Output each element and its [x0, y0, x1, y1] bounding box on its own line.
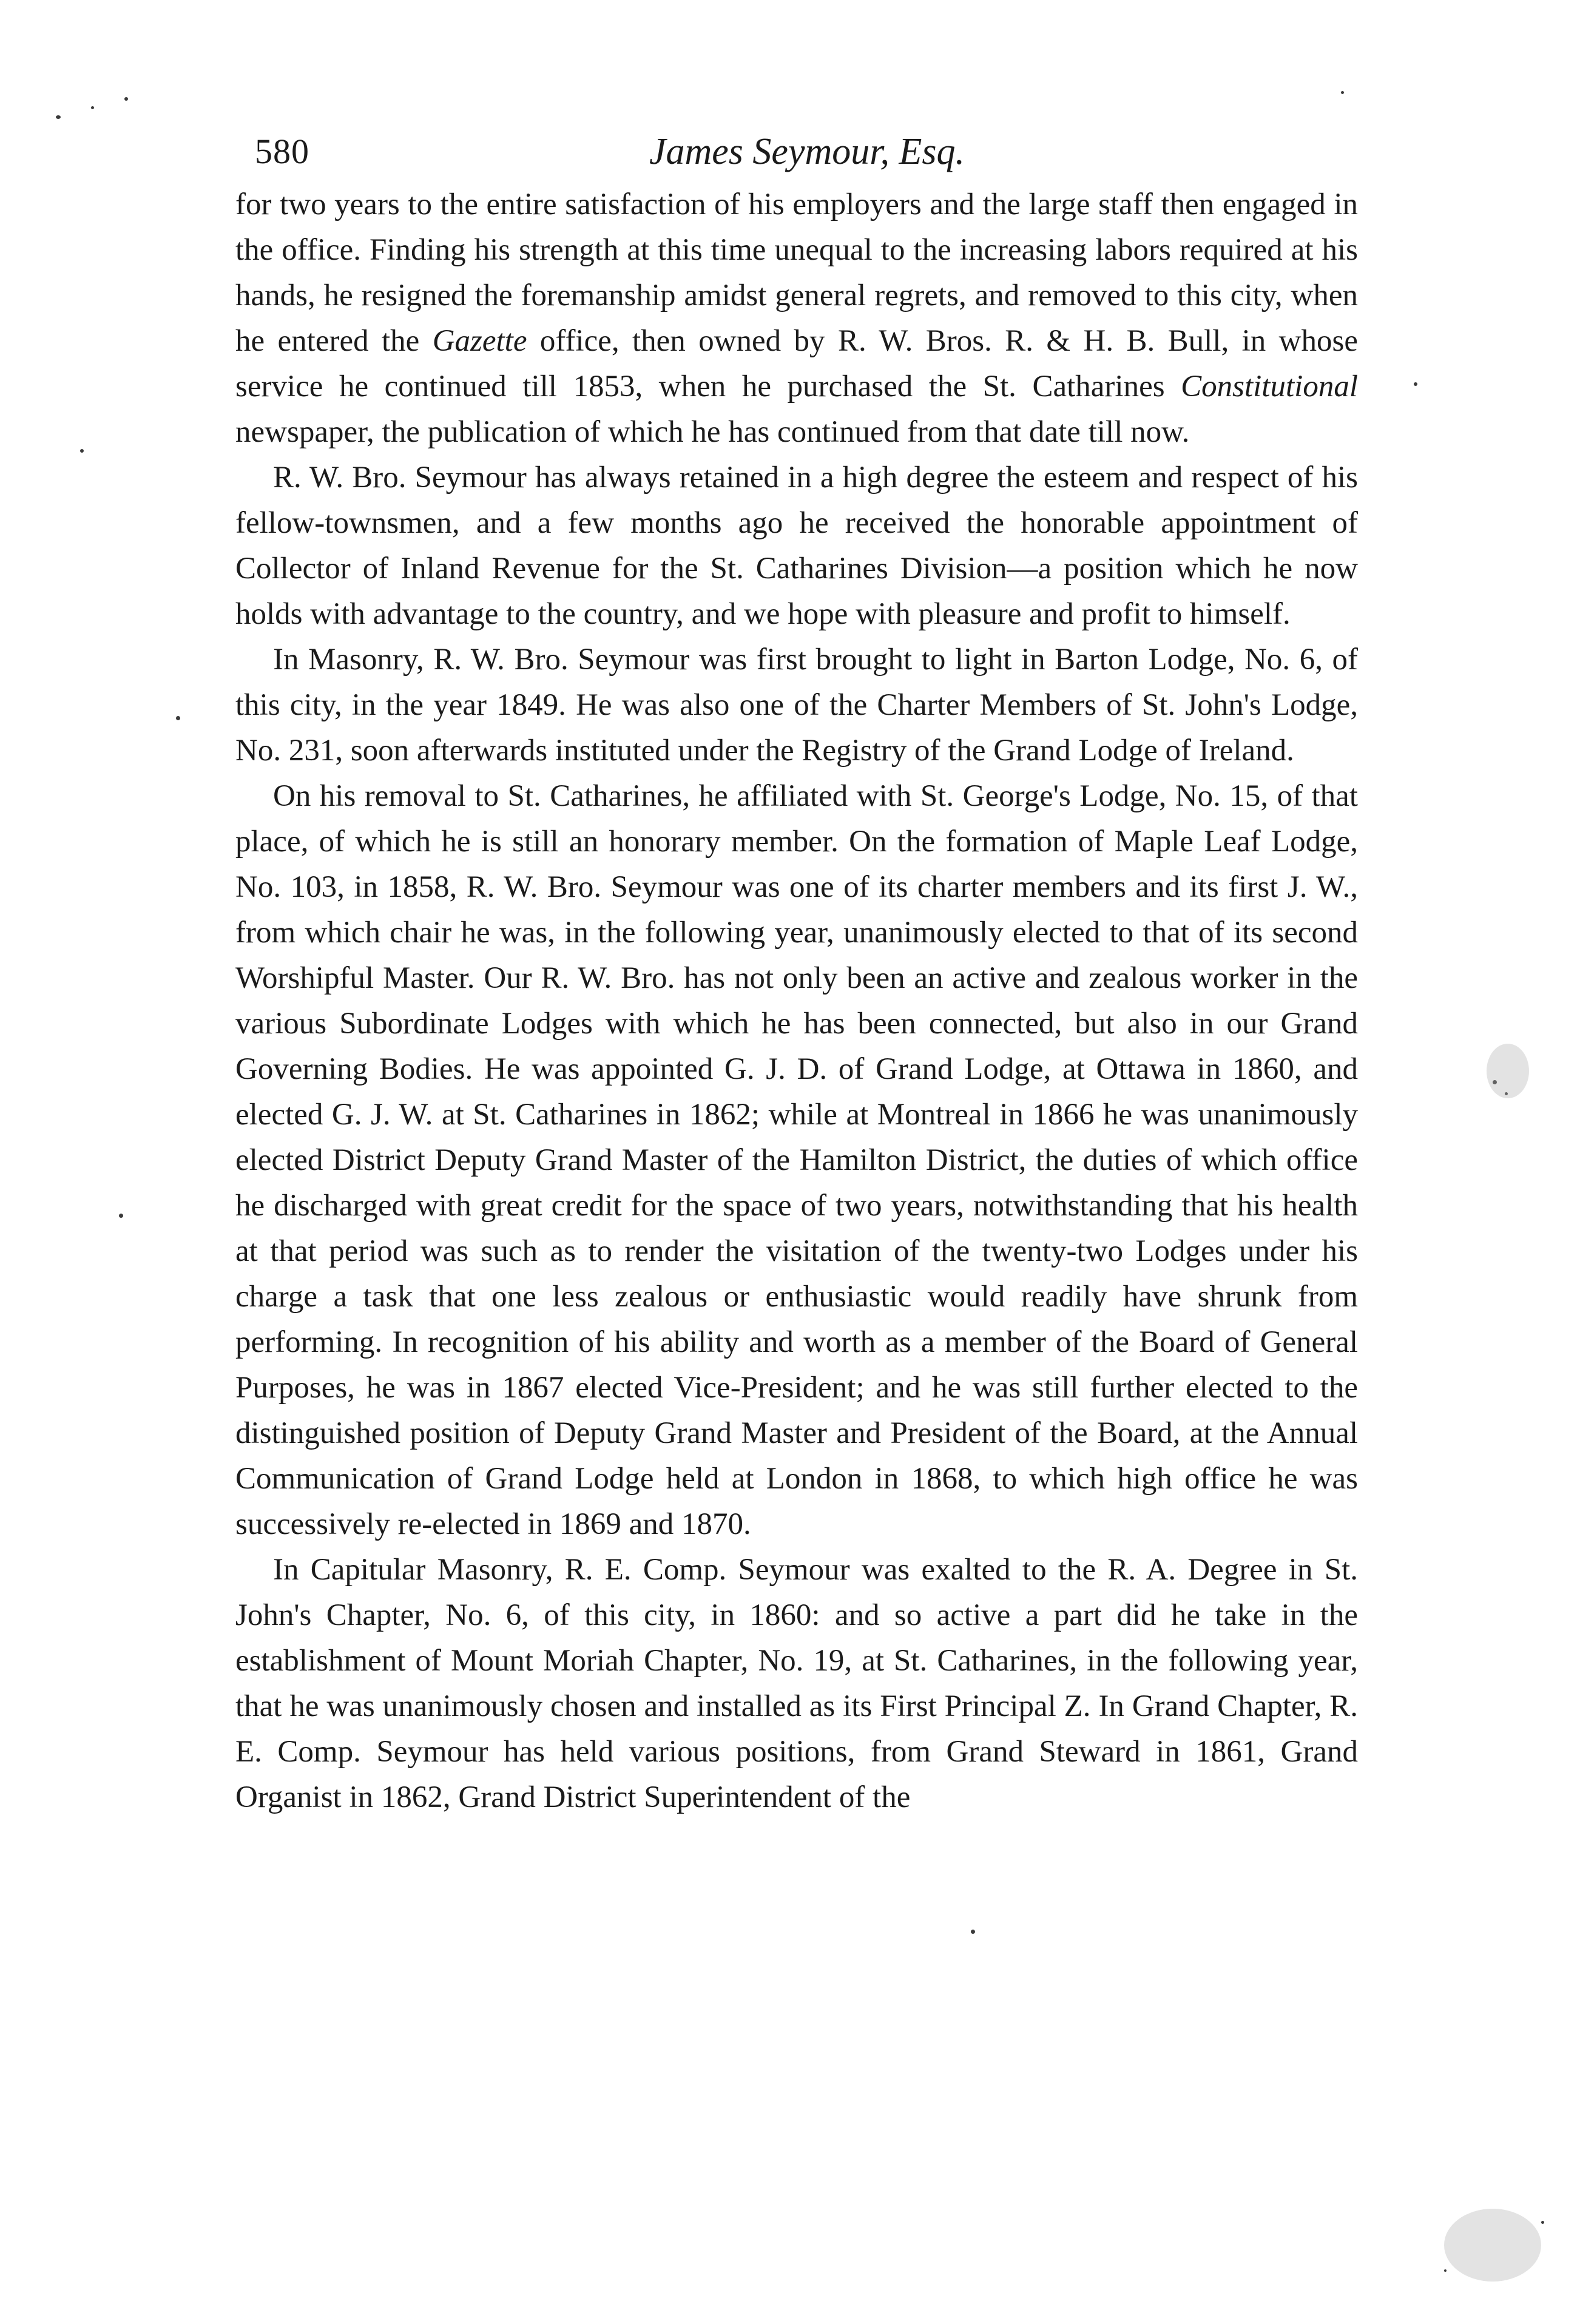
paragraph: for two years to the entire satisfaction of his employers and the large staff then engaged in the office. Finding his strength at this time unequal to the increasing labors required at his hands, he resigned the foremanship amidst general regrets, and removed to this city, when he entered the Gazette office, then owned by R. W. Bros. R. & H. B. Bull, in whose service he continued till 1853, when he purchased the St. Catharines Constitutional newspaper, the publication of which he has continued from that date till now. — [235, 187, 1358, 449]
paragraph: In Masonry, R. W. Bro. Seymour was first brought to light in Barton Lodge, No. 6, of this city, in the year 1849. He was also one of the Charter Members of St. John's Lodge, No. 231, soon afterwards instituted under the Registry of the Grand Lodge of Ireland. — [235, 643, 1358, 768]
body-text — [235, 182, 1358, 1820]
scan-speck — [1541, 2221, 1544, 2224]
scan-smudge — [1444, 2209, 1541, 2282]
newspaper-title: Gazette — [432, 324, 527, 358]
scan-speck — [119, 1214, 123, 1218]
scan-speck — [56, 115, 61, 119]
running-head: James Seymour, Esq. — [649, 131, 965, 172]
page-number: 580 — [255, 132, 309, 171]
page-header — [255, 124, 1359, 179]
newspaper-title: Constitutional — [1181, 370, 1358, 404]
scan-speck — [1414, 382, 1417, 386]
paragraph: R. W. Bro. Seymour has always retained in a high degree the esteem and respect of his fellow-townsmen, and a few months ago he received the honorable appointment of Collector of Inland Revenue for the St. Catharines Division—a position which he now holds with advantage to the country, and we hope with pleasure and profit to himself. — [235, 461, 1358, 631]
scan-speck — [80, 449, 84, 453]
scan-speck — [1341, 91, 1344, 94]
scan-speck — [971, 1930, 975, 1934]
scan-speck — [91, 106, 94, 109]
paragraph: In Capitular Masonry, R. E. Comp. Seymour was exalted to the R. A. Degree in St. John's Chapter, No. 6, of this city, in 1860: and so active a part did he take in the establishment of Mount Moriah Chapter, No. 19, at St. Catharines, in the following year, that he was unanimously chosen and installed as its First Principal Z. In Grand Chapter, R. E. Comp. Seymour has held various positions, from Grand Steward in 1861, Grand Organist in 1862, Grand District Superintendent of the — [235, 1553, 1358, 1814]
paragraph: On his removal to St. Catharines, he affiliated with St. George's Lodge, No. 15, of that place, of which he is still an honorary member. On the formation of Maple Leaf Lodge, No. 103, in 1858, R. W. Bro. Seymour was one of its charter members and its first J. W., from which chair he was, in the following year, unanimously elected to that of its second Worshipful Master. Our R. W. Bro. has not only been an active and zealous worker in the various Subordinate Lodges with which he has been connected, but also in our Grand Governing Bodies. He was appointed G. J. D. of Grand Lodge, at Ottawa in 1860, and elected G. J. W. at St. Catharines in 1862; while at Montreal in 1866 he was unanimously elected District Deputy Grand Master of the Hamilton District, the duties of which office he discharged with great credit for the space of two years, notwithstanding that his health at that period was such as to render the visitation of the twenty-two Lodges under his charge a task that one less zealous or enthusiastic would readily have shrunk from performing. In recognition of his ability and worth as a member of the Board of General Purposes, he was in 1867 elected Vice-President; and he was still further elected to the distinguished position of Deputy Grand Master and President of the Board, at the Annual Communication of Grand Lodge held at London in 1868, to which high office he was successively re-elected in 1869 and 1870. — [235, 779, 1358, 1541]
scan-speck — [124, 97, 128, 101]
scan-speck — [1444, 2269, 1447, 2272]
scan-smudge — [1487, 1044, 1529, 1098]
scan-speck — [176, 716, 180, 720]
